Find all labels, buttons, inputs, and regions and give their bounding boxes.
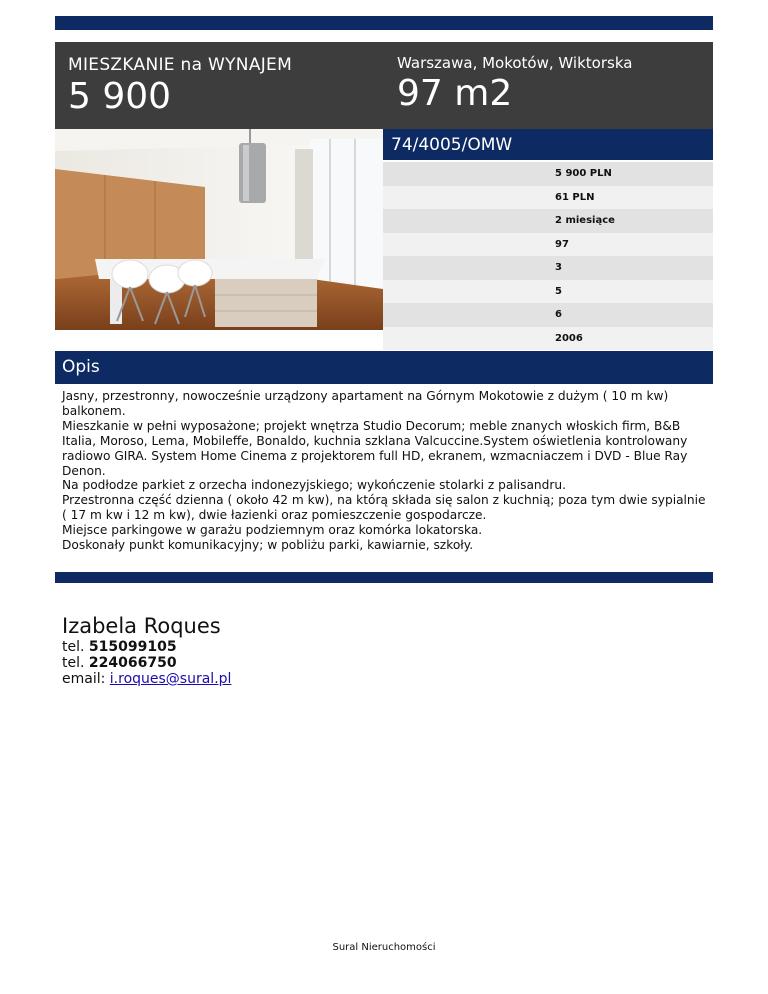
phone-label: tel. xyxy=(62,655,85,671)
phone-number: 515099105 xyxy=(88,639,177,655)
description-paragraph: Na podłodze parkiet z orzecha indonezyjskiego; wykończenie stolarki z palisandru. xyxy=(62,478,566,493)
detail-row: 5 900 PLN xyxy=(383,162,713,186)
details-table xyxy=(383,162,713,350)
detail-row: 3 xyxy=(383,256,713,280)
listing-header xyxy=(55,42,713,129)
description-paragraph: Miejsce parkingowe w garażu podziemnym oraz komórka lokatorska. xyxy=(62,523,483,538)
agent-phone-2 xyxy=(62,655,231,671)
listing-location: Warszawa, Mokotów, Wiktorska xyxy=(397,54,633,72)
email-label: email: xyxy=(62,671,106,687)
top-bar xyxy=(55,16,713,30)
detail-row: 2 miesiące xyxy=(383,209,713,233)
description-paragraph: Doskonały punkt komunikacyjny; w pobliżu parki, kawiarnie, szkoły. xyxy=(62,538,474,553)
detail-row: 5 xyxy=(383,280,713,304)
phone-number: 224066750 xyxy=(88,655,177,671)
description-heading: Opis xyxy=(55,351,713,384)
listing-reference: 74/4005/OMW xyxy=(383,129,713,160)
description-text xyxy=(62,389,710,553)
detail-row: 97 xyxy=(383,233,713,257)
detail-row: 6 xyxy=(383,303,713,327)
description-paragraph: Mieszkanie w pełni wyposażone; projekt wnętrza Studio Decorum; meble znanych włoskich firm, B&B Italia, Moroso, Lema, Mobileffe, Bonaldo, kuchnia szklana Valcuccine.System oświetlenia kontrolowany radiowo GIRA. System Home Cinema z projektorem full HD, ekranem, wzmacniaczem i DVD - Blue Ray Denon. xyxy=(62,418,688,478)
agent-phone-1 xyxy=(62,639,231,655)
agent-name: Izabela Roques xyxy=(62,614,221,638)
listing-area: 97 m2 xyxy=(397,73,513,114)
footer-company: Sural Nieruchomości xyxy=(332,942,436,953)
section-divider xyxy=(55,572,713,583)
description-paragraph: Przestronna część dzienna ( około 42 m kw), na którą składa się salon z kuchnią; poza tym dwie sypialnie ( 17 m kw i 12 m kw), dwie łazienki oraz pomieszczenie gospodarcze. xyxy=(62,493,706,523)
listing-price: 5 900 xyxy=(68,76,172,117)
agent-contact xyxy=(62,613,231,687)
description-paragraph: Jasny, przestronny, nowocześnie urządzony apartament na Górnym Mokotowie z dużym ( 10 m kw) balkonem. xyxy=(62,389,669,418)
apartment-photo xyxy=(55,129,383,330)
detail-row: 2006 xyxy=(383,327,713,351)
agent-email xyxy=(62,671,231,687)
detail-row: 61 PLN xyxy=(383,186,713,210)
listing-type: MIESZKANIE na WYNAJEM xyxy=(68,55,293,75)
phone-label: tel. xyxy=(62,639,85,655)
email-link[interactable]: i.roques@sural.pl xyxy=(109,671,232,687)
